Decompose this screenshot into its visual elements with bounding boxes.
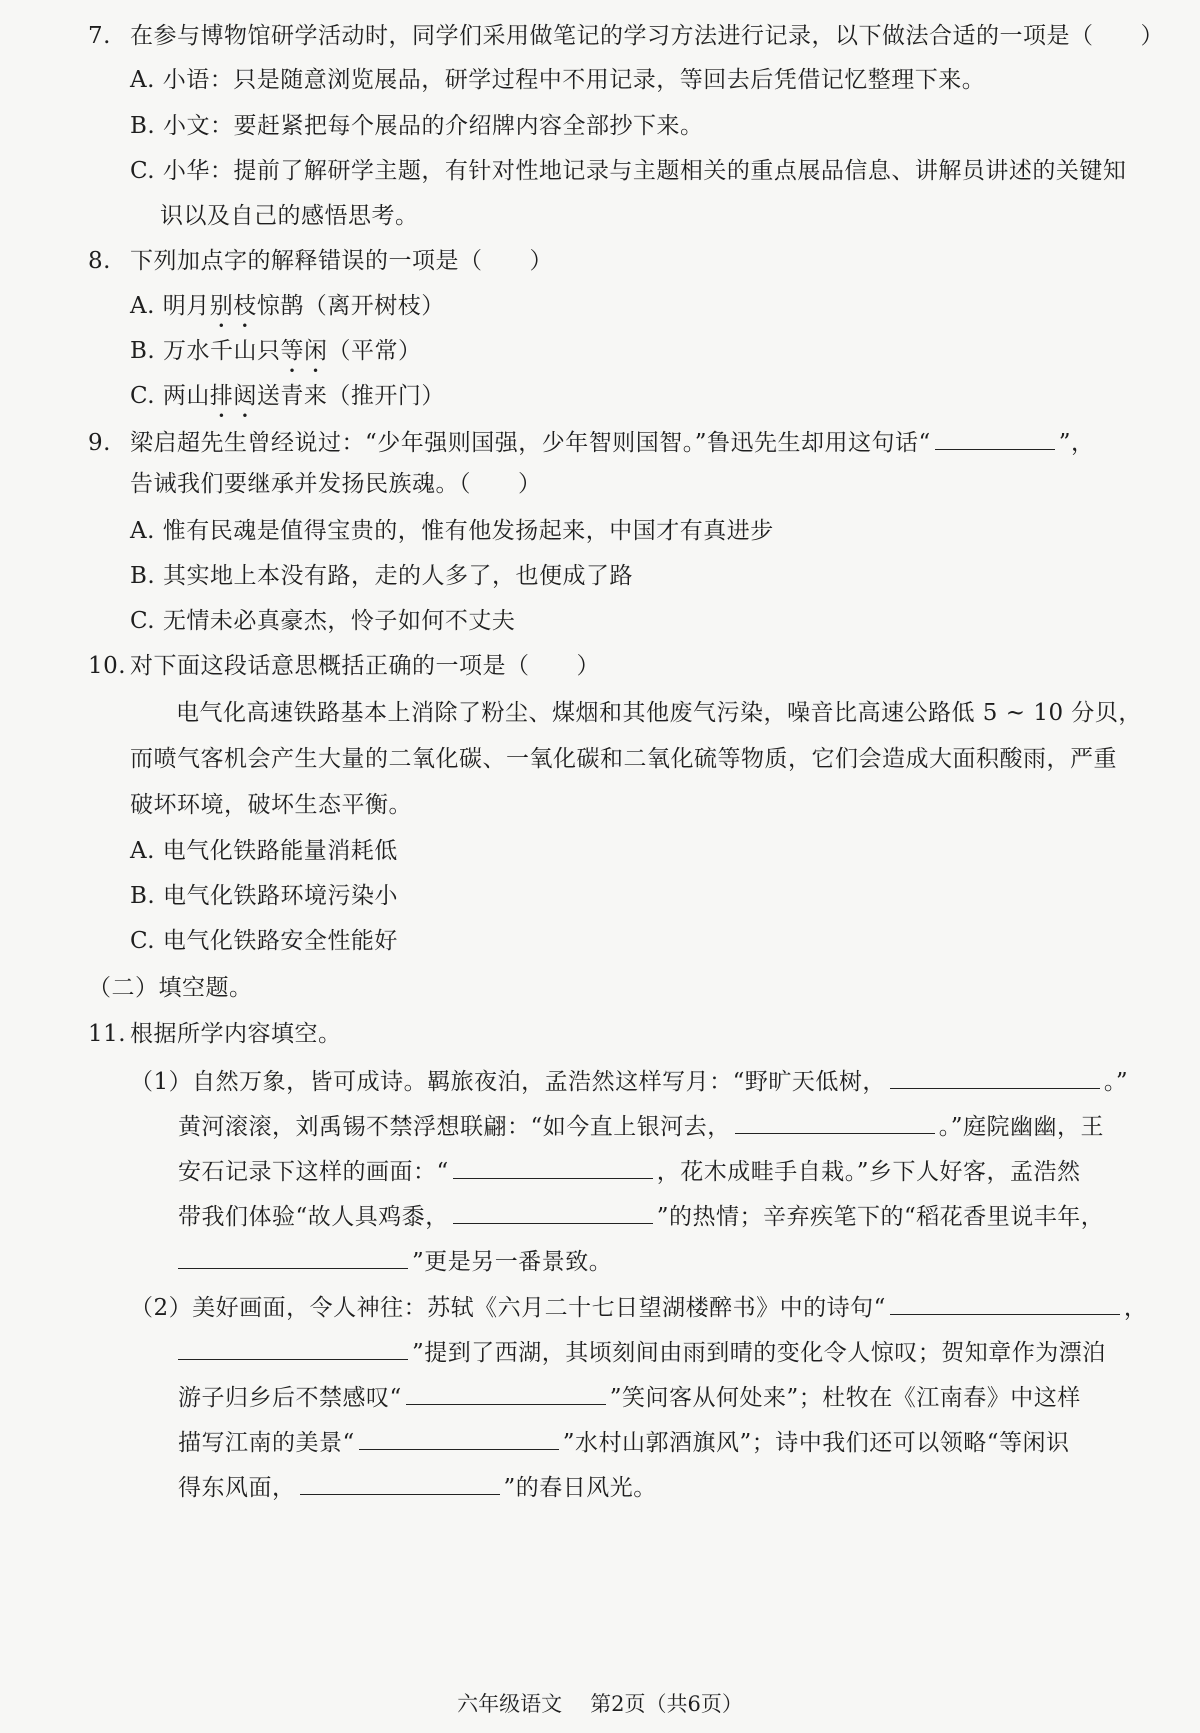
q11-part2-line: 描写江南的美景“ ”水村山郭酒旗风”；诗中我们还可以领略“等闲识 — [178, 1425, 1070, 1459]
page-footer — [0, 1690, 1200, 1718]
answer-blank[interactable] — [890, 1290, 1120, 1315]
footer-page-number: 第2页（共6页） — [590, 1692, 743, 1716]
q11-part1-line: 安石记录下这样的画面：“ ，花木成畦手自栽。”乡下人好客，孟浩然 — [178, 1154, 1081, 1188]
q11-part2-line: 游子归乡后不禁感叹“ ”笑问客从何处来”；杜牧在《江南春》中这样 — [178, 1380, 1081, 1414]
emphasized-chars: 等闲 — [280, 338, 328, 364]
q8-stem: 8. 下列加点字的解释错误的一项是（ ） — [88, 248, 553, 274]
q7-stem: 7. 在参与博物馆研学活动时，同学们采用做笔记的学习方法进行记录，以下做法合适的一项是（ ） — [88, 23, 1164, 49]
q9-option-a: A. 惟有民魂是值得宝贵的，惟有他发扬起来，中国才有真进步 — [130, 518, 774, 544]
q10-passage-line: 而喷气客机会产生大量的二氧化碳、一氧化碳和二氧化硫等物质，它们会造成大面积酸雨，严重 — [130, 746, 1117, 772]
answer-blank[interactable] — [300, 1470, 500, 1495]
q11-part1-line: 带我们体验“故人具鸡黍， ”的热情；辛弃疾笔下的“稻花香里说丰年， — [178, 1199, 1104, 1233]
q7-option-c-cont: 识以及自己的感悟思考。 — [160, 203, 419, 229]
q11-part2-line: ”提到了西湖，其顷刻间由雨到晴的变化令人惊叹；贺知章作为漂泊 — [178, 1335, 1106, 1369]
q7-option-c: C. 小华：提前了解研学主题，有针对性地记录与主题相关的重点展品信息、讲解员讲述的关键知 — [130, 158, 1127, 184]
q11-stem: 11. 根据所学内容填空。 — [88, 1021, 342, 1047]
q7-option-b: B. 小文：要赶紧把每个展品的介绍牌内容全部抄下来。 — [130, 113, 704, 139]
answer-blank[interactable] — [453, 1154, 653, 1179]
q11-part2-line: （2）美好画面，令人神往：苏轼《六月二十七日望湖楼醉书》中的诗句“ ， — [130, 1290, 1147, 1324]
answer-blank[interactable] — [359, 1425, 559, 1450]
q10-option-b: B. 电气化铁路环境污染小 — [130, 883, 399, 909]
answer-blank[interactable] — [890, 1064, 1100, 1089]
q9-option-c: C. 无情未必真豪杰，怜子如何不丈夫 — [130, 608, 516, 634]
answer-blank[interactable] — [406, 1380, 606, 1405]
q8-option-b: B. 万水千山只等闲（平常） — [130, 338, 422, 364]
q8-option-c: C. 两山排闼送青来（推开门） — [130, 383, 445, 409]
footer-grade: 六年级语文 — [457, 1692, 563, 1716]
q11-part1-line: （1）自然万象，皆可成诗。羁旅夜泊，孟浩然这样写月：“野旷天低树， 。” — [130, 1064, 1128, 1098]
answer-blank[interactable] — [735, 1109, 935, 1134]
answer-blank[interactable] — [178, 1335, 408, 1360]
q10-passage-line: 破坏环境，破坏生态平衡。 — [130, 792, 412, 818]
answer-blank[interactable] — [453, 1199, 653, 1224]
q10-passage-line: 电气化高速铁路基本上消除了粉尘、煤烟和其他废气污染，噪音比高速公路低 5 ~ 10 分贝， — [176, 700, 1142, 726]
emphasized-chars: 别枝 — [209, 293, 257, 319]
q11-part1-line: ”更是另一番景致。 — [178, 1244, 612, 1278]
q7-option-a: A. 小语：只是随意浏览展品，研学过程中不用记录，等回去后凭借记忆整理下来。 — [130, 67, 986, 93]
q11-part1-line: 黄河滚滚，刘禹锡不禁浮想联翩：“如今直上银河去， 。”庭院幽幽，王 — [178, 1109, 1104, 1143]
q10-option-c: C. 电气化铁路安全性能好 — [130, 928, 398, 954]
q10-stem: 10. 对下面这段话意思概括正确的一项是（ ） — [88, 653, 600, 679]
answer-blank[interactable] — [178, 1244, 408, 1269]
emphasized-chars: 排闼 — [209, 383, 257, 409]
q11-part2-line: 得东风面， ”的春日风光。 — [178, 1470, 657, 1504]
q10-option-a: A. 电气化铁路能量消耗低 — [130, 838, 398, 864]
q9-stem: 9. 梁启超先生曾经说过：“少年强则国强，少年智则国智。”鲁迅先生却用这句话“ ”， — [88, 425, 1095, 459]
q9-stem-cont: 告诫我们要继承并发扬民族魂。（ ） — [130, 471, 542, 497]
answer-blank[interactable] — [935, 425, 1055, 450]
q9-option-b: B. 其实地上本没有路，走的人多了，也便成了路 — [130, 563, 634, 589]
q8-option-a: A. 明月别枝惊鹊（离开树枝） — [130, 293, 445, 319]
section-heading: （二）填空题。 — [88, 975, 253, 1001]
